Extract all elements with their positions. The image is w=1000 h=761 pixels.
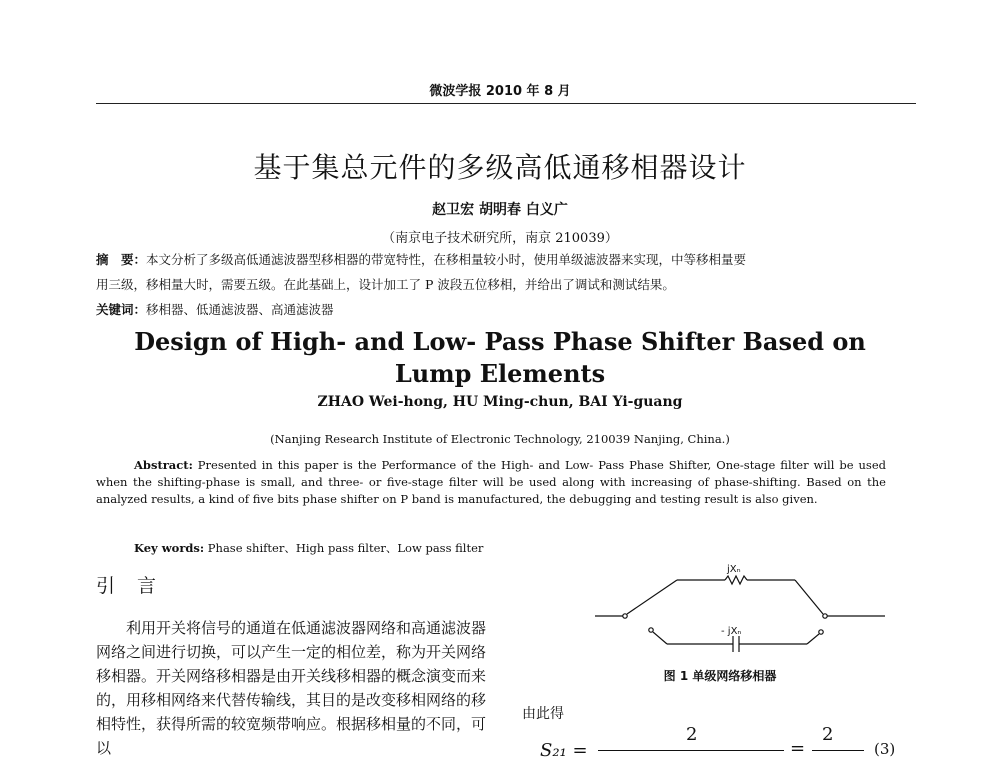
switch-node-left (623, 614, 627, 618)
keywords-english (134, 540, 483, 556)
keywords-chinese-label: 关键词： (96, 302, 147, 317)
fraction-bar-1 (598, 750, 784, 751)
journal-header: 微波学报 2010 年 8 月 (429, 84, 571, 99)
lower-arm-right (807, 634, 819, 644)
equation-numerator-1: 2 (686, 724, 698, 745)
abstract-english-text: Presented in this paper is the Performance of the High- and Low- Pass Phase Shifter, One-stage filter will be used when the shifting-phase is small, and three- or five-stage filter will be used along with increasing of phase-shifting. Based on the analyzed results, a kind of five bits phase shifter on P band is manufactured, the debugging and testing result is also given. (96, 458, 886, 506)
equation-lhs: S₂₁ = (540, 740, 588, 761)
authors-english: ZHAO Wei-hong, HU Ming-chun, BAI Yi-guang (317, 394, 683, 410)
figure-phase-shifter-diagram (595, 560, 885, 660)
keywords-chinese (96, 297, 916, 322)
authors-chinese: 赵卫宏 胡明春 白义广 (432, 202, 568, 218)
affiliation-chinese: （南京电子技术研究所，南京 210039） (382, 231, 618, 246)
abstract-english-label: Abstract: (134, 458, 193, 472)
section-intro-heading: 引 言 (96, 575, 165, 597)
affiliation-english: (Nanjing Research Institute of Electronic Technology, 210039 Nanjing, China.) (270, 432, 730, 446)
abstract-chinese-label: 摘 要： (96, 252, 147, 267)
header-rule (96, 103, 916, 104)
equation-number: (3) (874, 740, 896, 758)
title-english: Design of High- and Low- Pass Phase Shifter Based on Lump Elements (134, 327, 866, 388)
body-text-intro: 利用开关将信号的通道在低通滤波器网络和高通滤波器网络之间进行切换，可以产生一定的相位差，称为开关网络移相器。开关网络移相器是由开关线移相器的概念演变而来的，用移相网络来代替传输线，其目的是改变移相网络的移相特性，获得所需的较宽频带响应。根据移相量的不同，可以 (96, 619, 487, 757)
text-you-ci-de: 由此得 (522, 706, 564, 722)
lower-contact-left (649, 628, 653, 632)
abstract-chinese-line1: 摘 要：本文分析了多级高低通滤波器型移相器的带宽特性，在移相量较小时，使用单级滤波器来实现，中等移相量要 (96, 252, 747, 267)
switch-arm-left (627, 580, 677, 614)
abstract-chinese-line2: 用三级，移相量大时，需要五级。在此基础上，设计加工了 P 波段五位移相，并给出了调试和测试结果。 (96, 277, 675, 292)
switch-arm-right (795, 580, 823, 614)
title-chinese: 基于集总元件的多级高低通移相器设计 (253, 151, 747, 184)
keywords-chinese-text: 移相器、低通滤波器、高通滤波器 (146, 302, 334, 317)
lower-arm-left (653, 632, 667, 644)
figure-caption: 图 1 单级网络移相器 (663, 669, 777, 683)
keywords-english-label: Key words: (134, 541, 205, 555)
lower-contact-right (819, 630, 823, 634)
fraction-bar-2 (812, 750, 864, 751)
keywords-english-text: Phase shifter、High pass filter、Low pass filter (204, 541, 484, 555)
equals-sign: = (790, 738, 806, 759)
abstract-english (96, 457, 886, 508)
switch-node-right (823, 614, 827, 618)
inductor-symbol (725, 576, 747, 584)
abstract-chinese (96, 247, 916, 297)
label-minus-jxn: - jXₙ (721, 626, 742, 637)
equation-numerator-2: 2 (822, 724, 834, 745)
label-jxn: jXₙ (727, 564, 741, 575)
